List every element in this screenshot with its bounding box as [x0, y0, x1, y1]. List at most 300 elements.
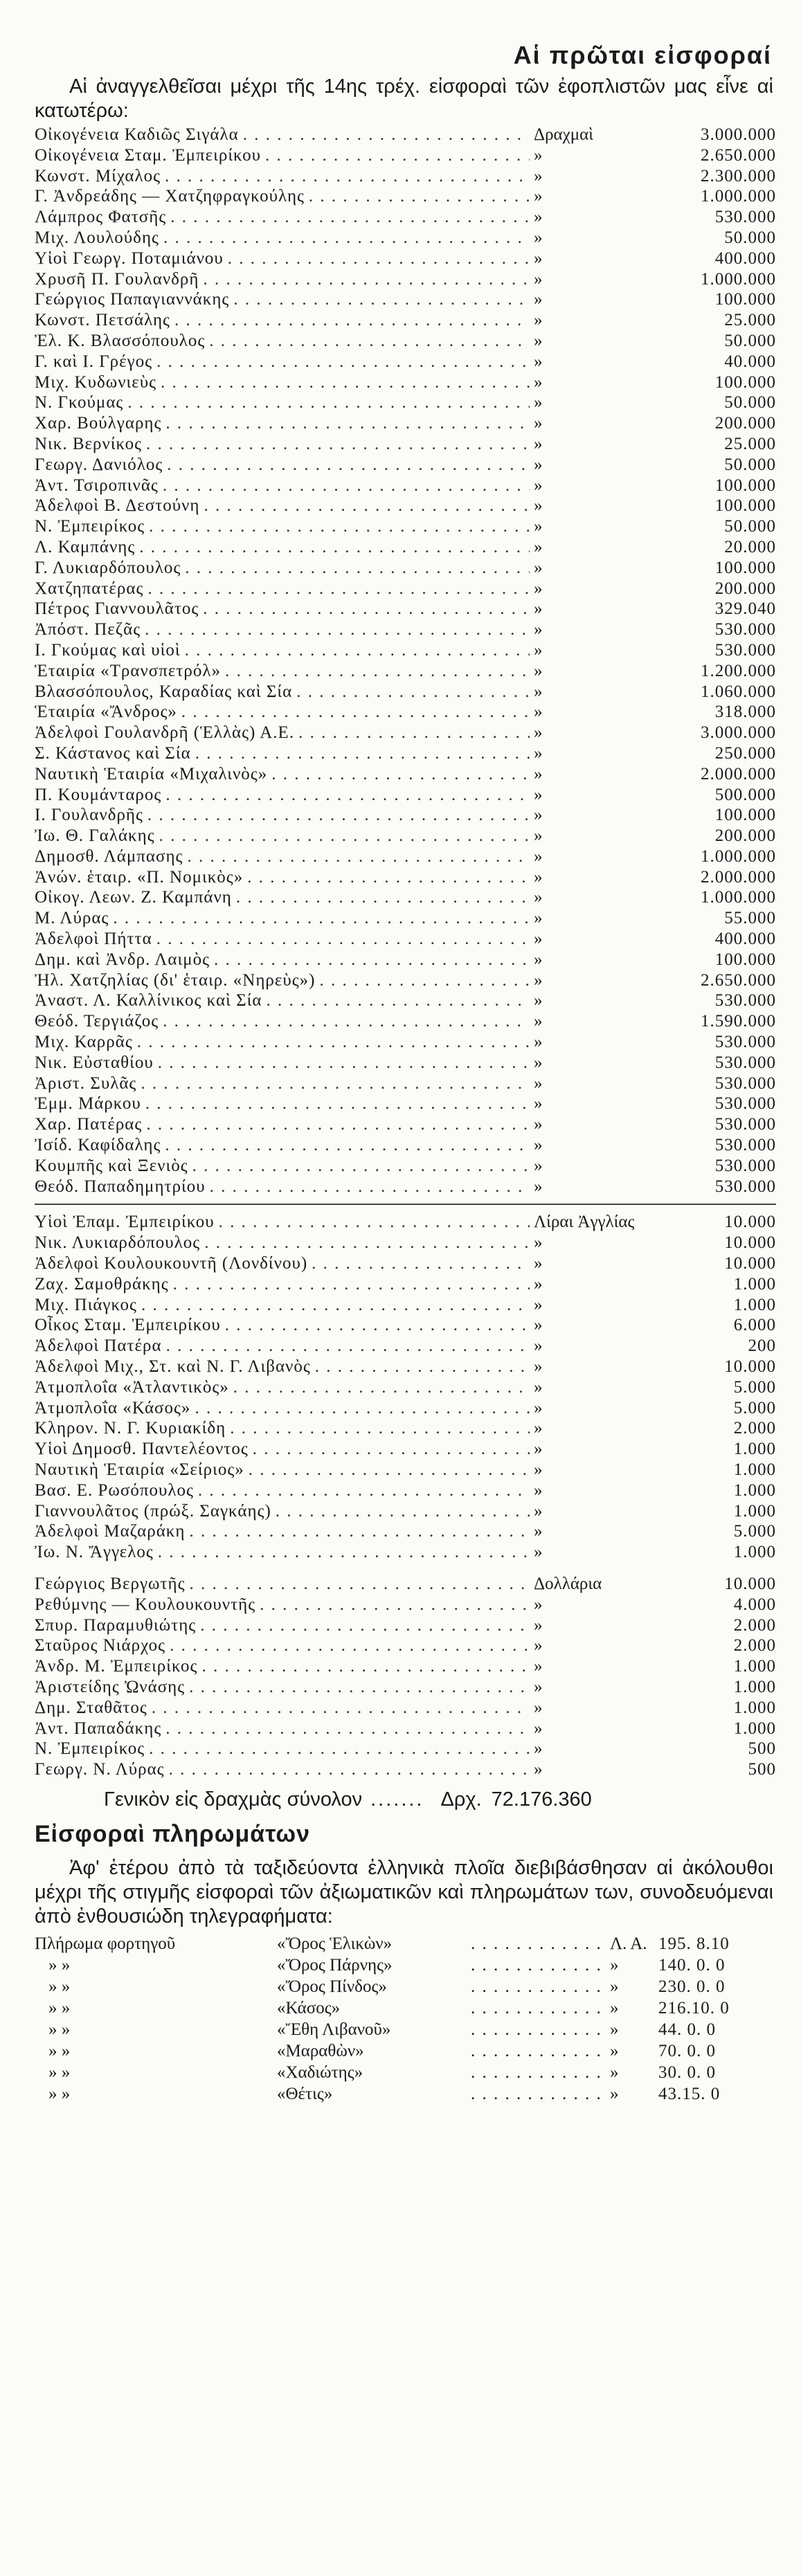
contributor-name: Δημ. καὶ Ἀνδρ. Λαιμὸς — [35, 950, 210, 969]
contributor-name: Υἱοὶ Ἐπαμ. Ἐμπειρίκου — [35, 1213, 215, 1232]
contributor-name: Ἠλ. Χατζηλίας (δι' ἑταιρ. «Νηρεὺς») — [35, 970, 316, 990]
currency-label: » — [534, 537, 543, 556]
leader-dots — [174, 310, 530, 331]
leader-dots — [170, 1635, 530, 1656]
contribution-row — [35, 1212, 776, 1233]
contribution-row — [35, 1032, 776, 1053]
drachma-contributions-list — [35, 125, 776, 1197]
leader-dots — [189, 1521, 530, 1542]
leader-dots — [145, 619, 530, 640]
currency-label: » — [534, 743, 543, 763]
contribution-row — [35, 1398, 776, 1419]
leader-dots — [170, 207, 530, 228]
currency-label: » — [534, 1739, 543, 1759]
contribution-amount: 5.000 — [733, 1522, 776, 1541]
currency-label: » — [534, 1316, 543, 1335]
contributor-name: Θεόδ. Παπαδημητρίου — [35, 1177, 206, 1196]
currency-label: » — [534, 1718, 543, 1738]
crew-amount: 230. 0. 0 — [658, 1977, 726, 1996]
contribution-amount: 1.000.000 — [701, 846, 776, 866]
contribution-row — [35, 1053, 776, 1073]
crew-amount: 30. 0. 0 — [658, 2062, 716, 2082]
leader-dots — [141, 1073, 530, 1094]
contributor-name: Κωνστ. Πετσάλης — [35, 311, 170, 330]
contribution-row — [35, 1114, 776, 1135]
leader-dots — [225, 1315, 530, 1336]
contribution-row — [35, 619, 776, 640]
currency-label: » — [534, 888, 543, 907]
currency-label: » — [534, 145, 543, 165]
contribution-amount: 1.590.000 — [701, 1012, 776, 1031]
contributor-name: Νικ. Βερνίκος — [35, 434, 143, 453]
currency-label: » — [534, 599, 543, 619]
currency-label: » — [534, 372, 543, 392]
currency-label: » — [534, 414, 543, 433]
contribution-row — [35, 1315, 776, 1336]
contributor-name: Ἀδελφοὶ Β. Δεστούνη — [35, 496, 200, 516]
contributor-name: Ἐλ. Κ. Βλασσόπουλος — [35, 331, 206, 350]
contribution-amount: 1.000 — [733, 1501, 776, 1521]
contribution-row — [35, 434, 776, 455]
contribution-row — [35, 1615, 776, 1636]
crew-contribution-row — [35, 1997, 776, 2019]
currency-label: » — [534, 1254, 543, 1273]
currency-label: » — [534, 311, 543, 330]
contributor-name: Ἀδελφοὶ Πατέρα — [35, 1336, 162, 1356]
leader-dots — [247, 867, 530, 888]
leader-dots — [141, 1295, 530, 1316]
contribution-amount: 50.000 — [724, 228, 776, 247]
contributor-name: Γ. Λυκιαρδόπουλος — [35, 558, 181, 577]
leader-dots — [158, 1542, 530, 1563]
contribution-amount: 530.000 — [714, 1033, 776, 1052]
contribution-row — [35, 661, 776, 682]
contribution-amount: 3.000.000 — [701, 723, 776, 743]
currency-label: » — [534, 1440, 543, 1459]
contribution-row — [35, 475, 776, 496]
crew-contribution-row — [35, 1954, 776, 1976]
contributor-name: Ἀντ. Τσιροπινᾶς — [35, 475, 159, 495]
contribution-row — [35, 579, 776, 599]
contribution-row — [35, 1156, 776, 1177]
currency-label: Δολλάρια — [534, 1574, 602, 1593]
currency-label: » — [534, 1698, 543, 1717]
currency-label: » — [534, 455, 543, 474]
contribution-amount: 5.000 — [733, 1398, 776, 1417]
leader-dots — [315, 1357, 530, 1377]
leader-dots — [165, 166, 530, 187]
contribution-amount: 10.000 — [724, 1254, 776, 1273]
contribution-amount: 2.650.000 — [701, 970, 776, 990]
contribution-row — [35, 166, 776, 187]
leader-dots — [203, 599, 530, 619]
dollar-contributions-list — [35, 1574, 776, 1780]
ship-name: «Κάσος» — [277, 1998, 341, 2017]
leader-dots — [203, 269, 530, 290]
contribution-row — [35, 228, 776, 248]
crew-amount: 43.15. 0 — [658, 2084, 721, 2103]
currency-label: » — [534, 269, 543, 289]
leader-dots — [236, 887, 530, 908]
contributor-name: Π. Κουμάνταρος — [35, 785, 162, 804]
currency-label: » — [610, 2084, 619, 2103]
crew-label: » » — [48, 2084, 71, 2103]
contribution-row — [35, 1274, 776, 1295]
leader-dots — [312, 1253, 530, 1274]
contribution-row — [35, 125, 776, 145]
currency-label: » — [534, 702, 543, 722]
leader-dots — [127, 392, 530, 413]
pound-contributions-list — [35, 1212, 776, 1563]
currency-label: » — [610, 2041, 619, 2060]
contributor-name: Χαρ. Πατέρας — [35, 1115, 143, 1134]
contribution-amount: 50.000 — [724, 455, 776, 474]
contribution-row — [35, 1233, 776, 1253]
leader-dots — [471, 1997, 604, 2019]
contributor-name: Οἰκογένεια Καδιῶς Σιγάλα — [35, 125, 239, 144]
currency-label: » — [534, 950, 543, 969]
contributor-name: Νικ. Λυκιαρδόπουλος — [35, 1233, 201, 1253]
contribution-row — [35, 1635, 776, 1656]
section-gap — [35, 1563, 776, 1572]
contribution-row — [35, 413, 776, 434]
leader-dots — [200, 1615, 530, 1636]
leader-dots — [253, 1439, 530, 1460]
contribution-row — [35, 1377, 776, 1398]
contribution-row — [35, 1295, 776, 1316]
crew-contribution-row — [35, 2040, 776, 2062]
contribution-amount: 25.000 — [724, 311, 776, 330]
leader-dots — [163, 1011, 530, 1032]
contribution-amount: 100.000 — [714, 475, 776, 495]
contribution-amount: 500 — [748, 1739, 776, 1759]
currency-label: » — [534, 1033, 543, 1052]
contribution-row — [35, 1460, 776, 1480]
contribution-row — [35, 145, 776, 166]
leader-dots — [471, 2062, 604, 2083]
contribution-amount: 100.000 — [714, 496, 776, 516]
currency-label: » — [534, 496, 543, 516]
crew-amount: 195. 8.10 — [658, 1934, 730, 1953]
contributor-name: Νικ. Εὐσταθίου — [35, 1053, 154, 1072]
contribution-amount: 2.000 — [733, 1419, 776, 1438]
contribution-amount: 530.000 — [714, 1073, 776, 1093]
contribution-row — [35, 1135, 776, 1156]
leader-dots — [161, 372, 530, 393]
currency-label: » — [534, 723, 543, 743]
leader-dots — [185, 558, 530, 579]
contributor-name: Γεωργ. Ν. Λύρας — [35, 1760, 165, 1779]
leader-dots — [147, 805, 530, 826]
leader-dots — [204, 496, 530, 516]
contribution-row — [35, 1480, 776, 1501]
leader-dots — [165, 1135, 530, 1156]
contributor-name: Πέτρος Γιαννουλᾶτος — [35, 599, 199, 619]
leader-dots — [113, 908, 530, 929]
crew-contribution-row — [35, 2083, 776, 2105]
contribution-row — [35, 950, 776, 970]
contribution-amount: 10.000 — [724, 1213, 776, 1232]
currency-label: » — [534, 352, 543, 371]
contribution-row — [35, 1418, 776, 1439]
crew-label: » » — [48, 2020, 71, 2039]
contribution-amount: 400.000 — [714, 248, 776, 268]
leader-dots — [210, 1177, 530, 1197]
contribution-row — [35, 1521, 776, 1542]
currency-label: » — [534, 1136, 543, 1155]
currency-label: » — [534, 1657, 543, 1676]
leader-dots — [165, 785, 530, 806]
contribution-row — [35, 1094, 776, 1114]
leader-dots — [471, 1933, 604, 1954]
contribution-row — [35, 516, 776, 537]
leader-dots — [201, 1656, 530, 1677]
contributor-name: Ἀδελφοὶ Μιχ., Στ. καὶ Ν. Γ. Λιβανὸς — [35, 1357, 311, 1377]
contribution-amount: 530.000 — [714, 208, 776, 227]
leader-dots — [139, 537, 530, 558]
contribution-amount: 1.000 — [733, 1543, 776, 1562]
leader-dots — [198, 1480, 530, 1501]
contributor-name: Ἰω. Θ. Γαλάκης — [35, 826, 155, 846]
currency-label: » — [534, 1398, 543, 1417]
currency-label: » — [534, 1501, 543, 1521]
contributor-name: Κουμπῆς καὶ Ξενιὸς — [35, 1156, 188, 1175]
contribution-row — [35, 207, 776, 228]
leader-dots — [159, 826, 530, 846]
contribution-amount: 1.000 — [733, 1440, 776, 1459]
contributor-name: Ἀδελφοὶ Κουλουκουντῆ (Λονδίνου) — [35, 1254, 308, 1273]
contributor-name: Μιχ. Κυδωνιεὺς — [35, 372, 157, 392]
currency-label: » — [534, 434, 543, 453]
contribution-row — [35, 785, 776, 806]
contributor-name: Ἐμμ. Μάρκου — [35, 1094, 141, 1114]
contribution-row — [35, 1439, 776, 1460]
contributor-name: Ν. Γκούμας — [35, 393, 124, 412]
contributor-name: Ζαχ. Σαμοθράκης — [35, 1274, 169, 1294]
leader-dots — [265, 145, 530, 166]
contribution-row — [35, 331, 776, 352]
contributor-name: Ἀδελφοὶ Πήττα — [35, 929, 152, 949]
contribution-amount: 400.000 — [714, 929, 776, 949]
leader-dots — [260, 1595, 530, 1615]
contribution-row — [35, 805, 776, 826]
currency-label: » — [534, 1480, 543, 1500]
contribution-row — [35, 764, 776, 785]
ship-name: «Ἔθη Λιβανοῦ» — [277, 2020, 391, 2039]
contributor-name: Ἰσίδ. Καφίδαλης — [35, 1136, 161, 1155]
contribution-amount: 2.000.000 — [701, 867, 776, 887]
leader-dots — [152, 1698, 530, 1718]
crew-amount: 140. 0. 0 — [658, 1955, 726, 1975]
contribution-amount: 1.000.000 — [701, 187, 776, 206]
currency-label: » — [534, 1357, 543, 1377]
leader-dots — [145, 1094, 530, 1114]
leader-dots — [185, 640, 530, 661]
ship-name: «Ὄρος Πάρνης» — [277, 1955, 393, 1975]
contributor-name: Γεώργιος Παπαγιαννάκης — [35, 290, 230, 309]
currency-label: » — [534, 1156, 543, 1175]
contribution-row — [35, 887, 776, 908]
contribution-amount: 50.000 — [724, 393, 776, 412]
currency-label: » — [534, 867, 543, 887]
contribution-amount: 2.000 — [733, 1615, 776, 1635]
currency-label: » — [534, 1677, 543, 1696]
currency-label: Δραχμαὶ — [534, 125, 593, 144]
contribution-row — [35, 1253, 776, 1274]
currency-label: » — [534, 1177, 543, 1196]
contributor-name: Ἰω. Ν. Ἄγγελος — [35, 1543, 154, 1562]
contribution-row — [35, 702, 776, 723]
contribution-row — [35, 1759, 776, 1780]
leader-dots — [214, 950, 530, 970]
currency-label: » — [534, 208, 543, 227]
crew-contribution-row — [35, 2019, 776, 2040]
contribution-amount: 25.000 — [724, 434, 776, 453]
contributor-name: Ι. Γκούμας καὶ υἱοὶ — [35, 640, 181, 660]
crew-section-title: Εἰσφοραὶ πληρωμάτων — [35, 1820, 311, 1847]
contributor-name: Δημ. Σταθᾶτος — [35, 1698, 147, 1717]
contributor-name: Σπυρ. Παραμυθιώτης — [35, 1615, 197, 1635]
contribution-row — [35, 289, 776, 310]
currency-label: » — [534, 393, 543, 412]
currency-label: Λ. Α. — [610, 1934, 647, 1953]
contribution-amount: 2.000 — [733, 1636, 776, 1656]
contribution-row — [35, 908, 776, 929]
currency-label: » — [534, 1336, 543, 1356]
contributor-name: Γ. καὶ Ι. Γρέγος — [35, 352, 153, 371]
currency-label: » — [534, 228, 543, 247]
contribution-row — [35, 1011, 776, 1032]
contribution-row — [35, 682, 776, 702]
currency-label: » — [534, 970, 543, 990]
contribution-amount: 1.060.000 — [701, 682, 776, 701]
leader-dots — [276, 1501, 530, 1522]
contributor-name: Ἀριστ. Συλᾶς — [35, 1073, 137, 1093]
contribution-amount: 1.200.000 — [701, 661, 776, 680]
leader-dots — [271, 764, 530, 785]
currency-label: » — [534, 1115, 543, 1134]
currency-label: » — [610, 2020, 619, 2039]
leader-dots — [167, 455, 530, 475]
contributor-name: Θεόδ. Τεργιάζος — [35, 1012, 159, 1031]
contributor-name: Υἱοὶ Δημοσθ. Παντελέοντος — [35, 1440, 249, 1459]
currency-label: » — [534, 785, 543, 804]
contribution-row — [35, 1073, 776, 1094]
currency-label: » — [534, 1094, 543, 1114]
contributor-name: Οἶκος Σταμ. Ἐμπειρίκου — [35, 1316, 221, 1335]
currency-label: » — [534, 1522, 543, 1541]
contribution-amount: 1.000 — [733, 1274, 776, 1294]
leader-dots — [471, 1954, 604, 1976]
contribution-row — [35, 186, 776, 207]
currency-label: » — [534, 682, 543, 701]
contribution-row — [35, 1656, 776, 1677]
crew-label: » » — [48, 1955, 71, 1975]
leader-dots — [243, 125, 530, 145]
contribution-row — [35, 352, 776, 372]
ship-name: «Ὄρος Πίνδος» — [277, 1977, 387, 1996]
contribution-amount: 1.000.000 — [701, 269, 776, 289]
contribution-amount: 530.000 — [714, 1053, 776, 1072]
grand-total-row — [35, 1786, 776, 1813]
contribution-amount: 100.000 — [714, 806, 776, 825]
contribution-amount: 4.000 — [733, 1595, 776, 1614]
currency-label: » — [534, 517, 543, 536]
contribution-amount: 500.000 — [714, 785, 776, 804]
contributor-name: Ν. Ἐμπειρίκος — [35, 1739, 145, 1759]
contributor-name: Γ. Ἀνδρεάδης — Χατζηφραγκούλης — [35, 187, 305, 206]
currency-label: » — [534, 1274, 543, 1294]
contribution-amount: 1.000.000 — [701, 888, 776, 907]
leader-dots — [471, 2040, 604, 2062]
contribution-amount: 2.000.000 — [701, 764, 776, 783]
contributor-name: Ἀτμοπλοΐα «Ἀτλαντικὸς» — [35, 1377, 229, 1397]
contributor-name: Γιαννουλᾶτος (πρώξ. Σαγκάης) — [35, 1501, 271, 1521]
contribution-amount: 1.000 — [733, 1480, 776, 1500]
leader-dots — [146, 434, 530, 455]
ship-name: «Ὄρος Ἑλικὼν» — [277, 1934, 393, 1953]
contribution-row — [35, 826, 776, 846]
contributor-name: Ναυτικὴ Ἑταιρία «Μιχαλινὸς» — [35, 764, 268, 783]
leader-dots — [189, 1574, 530, 1595]
currency-label: » — [534, 991, 543, 1010]
contributor-name: Λ. Καμπάνης — [35, 537, 136, 556]
leader-dots — [219, 1212, 530, 1233]
leader-dots — [163, 475, 530, 496]
contributor-name: Ἀνών. ἑταιρ. «Π. Νομικὸς» — [35, 867, 244, 887]
currency-label: » — [534, 806, 543, 825]
contribution-amount: 200 — [748, 1336, 776, 1356]
currency-label: » — [534, 579, 543, 598]
currency-label: » — [534, 1053, 543, 1072]
contribution-row — [35, 1574, 776, 1595]
contribution-amount: 250.000 — [714, 743, 776, 763]
contribution-row — [35, 1739, 776, 1759]
leader-dots — [471, 2083, 604, 2105]
contributor-name: Οἰκογένεια Σταμ. Ἐμπειρίκου — [35, 145, 261, 165]
leader-dots — [233, 1377, 530, 1398]
leader-dots — [158, 1053, 530, 1073]
currency-label: » — [534, 248, 543, 268]
contributor-name: Χατζηπατέρας — [35, 579, 144, 598]
contribution-amount: 1.000 — [733, 1657, 776, 1676]
contribution-amount: 318.000 — [714, 702, 776, 722]
leader-dots — [266, 990, 530, 1011]
leader-dots — [192, 1156, 530, 1177]
currency-label: » — [534, 1295, 543, 1314]
leader-dots — [471, 2019, 604, 2040]
grand-total-dots: ....... — [370, 1788, 424, 1811]
contribution-amount: 6.000 — [733, 1316, 776, 1335]
contribution-row — [35, 537, 776, 558]
crew-contribution-row — [35, 1976, 776, 1997]
contributor-name: Δημοσθ. Λάμπασης — [35, 846, 183, 866]
currency-label: » — [534, 1073, 543, 1093]
section-divider — [35, 1204, 776, 1205]
currency-label: » — [610, 2062, 619, 2082]
contributor-name: Μιχ. Λουλούδης — [35, 228, 159, 247]
contribution-amount: 530.000 — [714, 640, 776, 660]
contribution-row — [35, 1357, 776, 1377]
currency-label: » — [534, 846, 543, 866]
leader-dots — [195, 1398, 530, 1419]
currency-label: » — [534, 1377, 543, 1397]
contribution-row — [35, 1718, 776, 1739]
contribution-amount: 2.650.000 — [701, 145, 776, 165]
currency-label: » — [534, 1460, 543, 1479]
contributor-name: Βασ. Ε. Ρωσόπουλος — [35, 1480, 194, 1500]
contributor-name: Ἀνδρ. Μ. Ἐμπειρίκος — [35, 1657, 198, 1676]
